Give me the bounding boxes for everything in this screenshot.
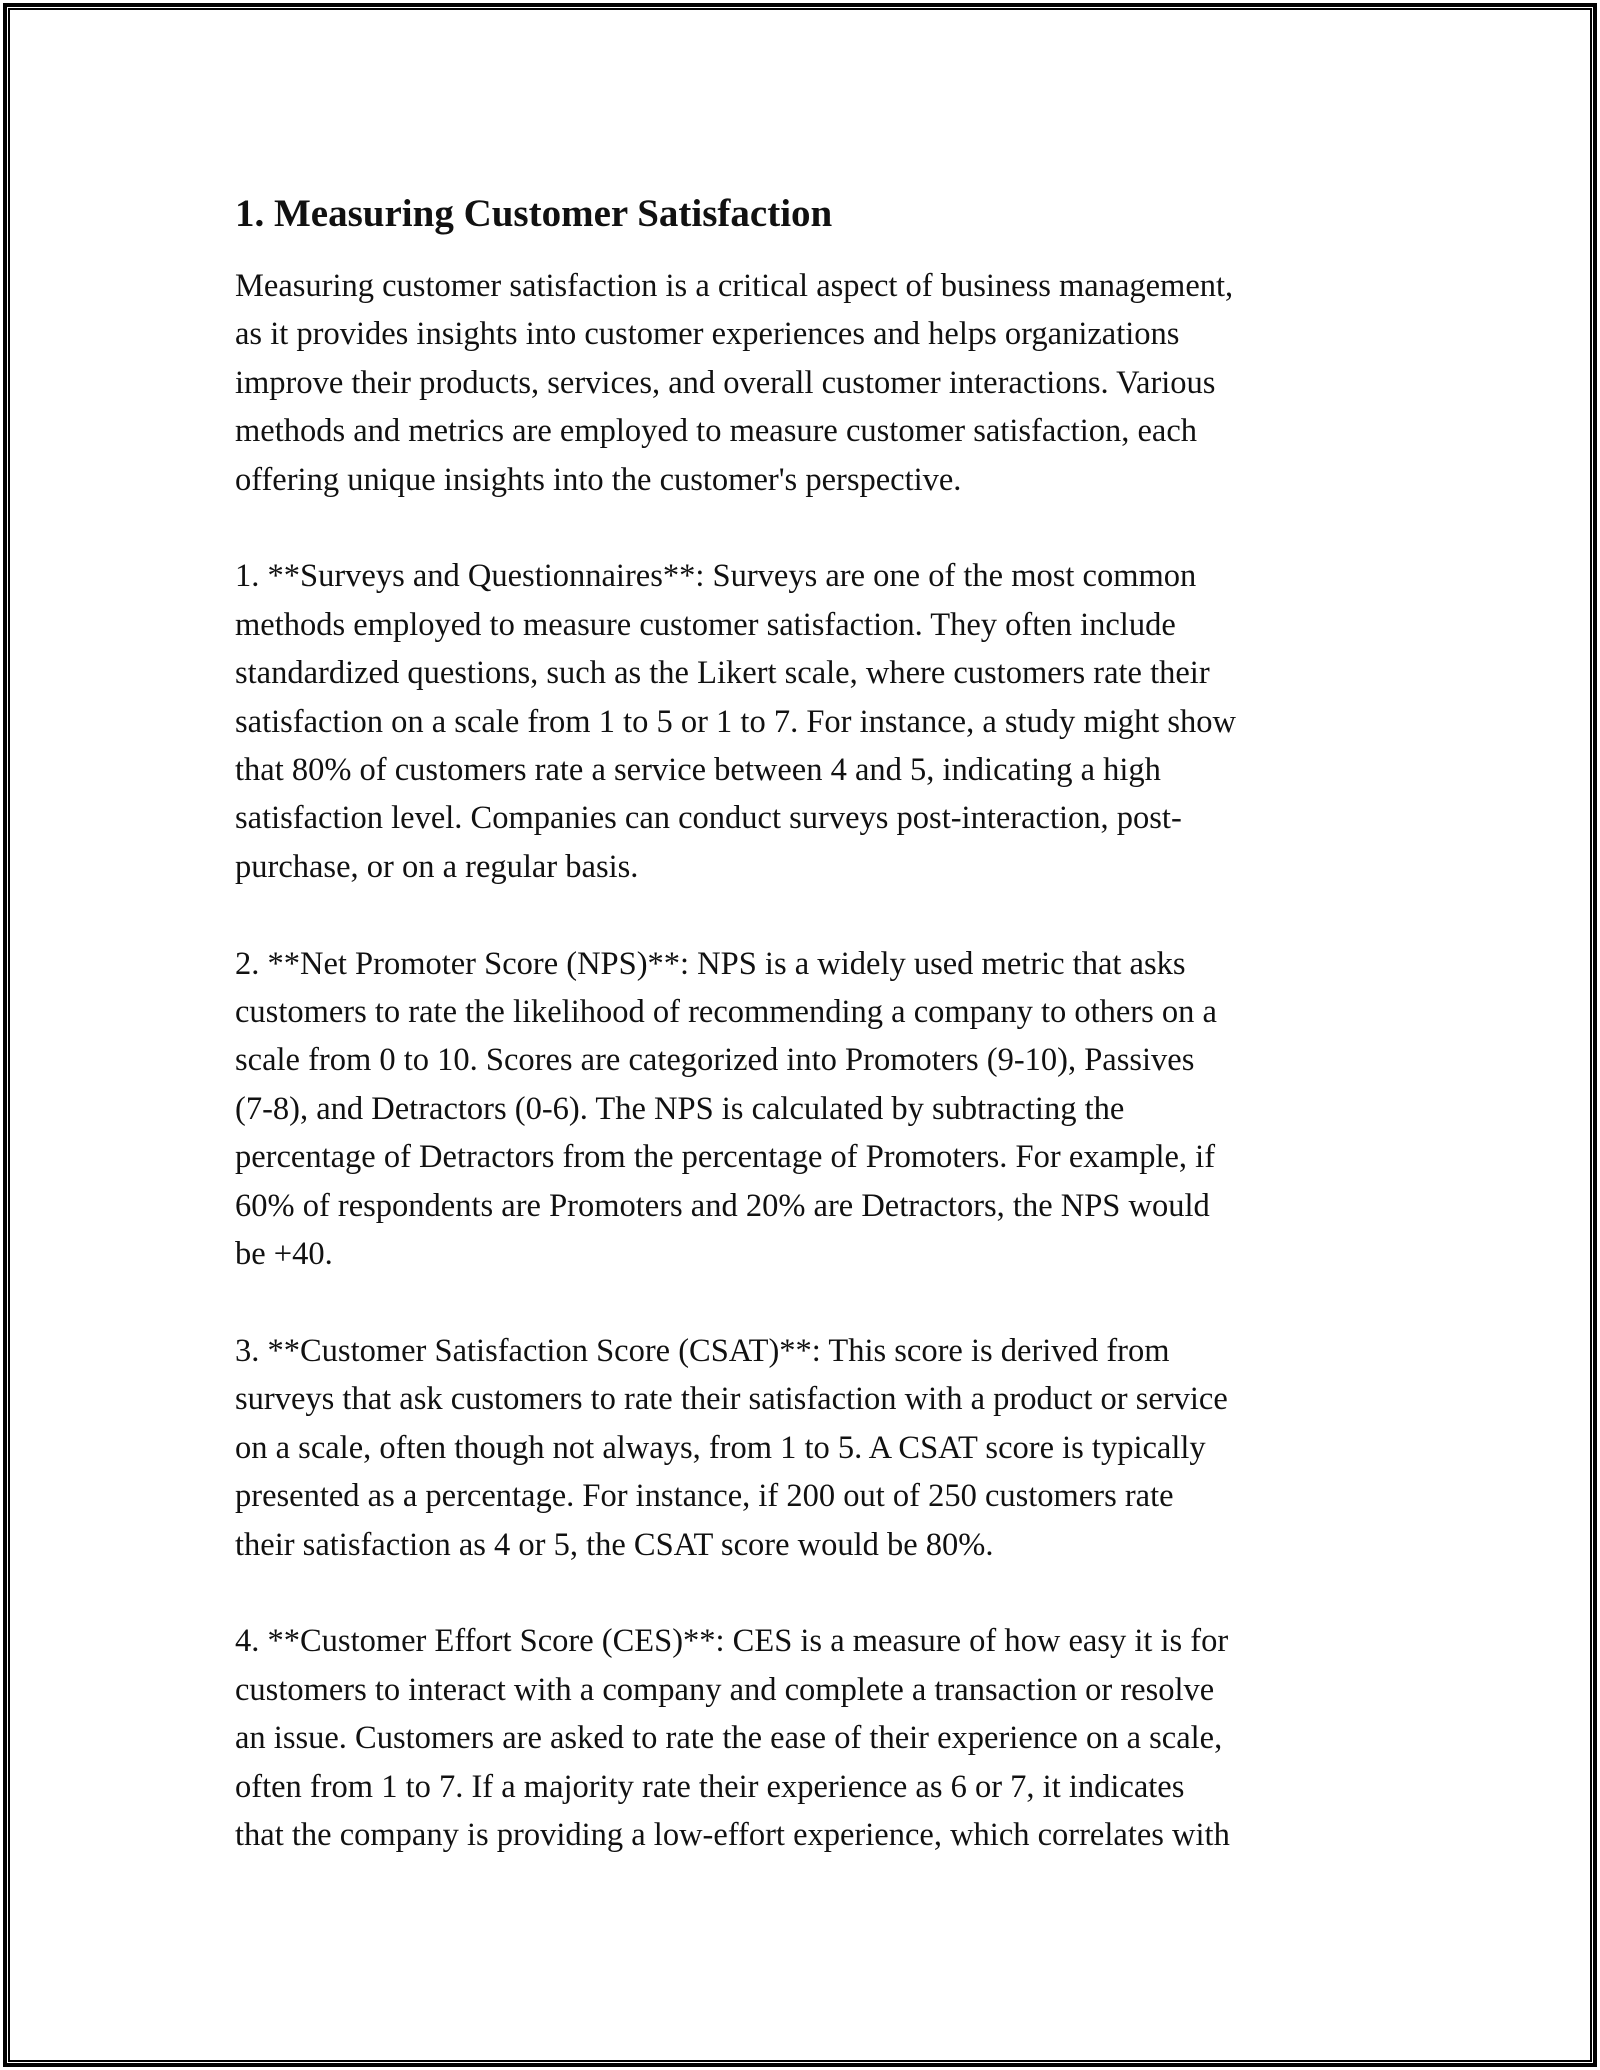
text-line: as it provides insights into customer experiences and helps organizations bbox=[235, 316, 1180, 353]
text-line: (7-8), and Detractors (0-6). The NPS is calculated by subtracting the bbox=[235, 1090, 1125, 1127]
text-line: satisfaction level. Companies can conduct surveys post-interaction, post- bbox=[235, 800, 1182, 837]
paragraph bbox=[235, 552, 1370, 891]
text-line: offering unique insights into the customer's perspective. bbox=[235, 461, 962, 498]
text-line: improve their products, services, and overall customer interactions. Various bbox=[235, 364, 1216, 401]
paragraph bbox=[235, 1327, 1370, 1569]
text-line: 2. **Net Promoter Score (NPS)**: NPS is a widely used metric that asks bbox=[235, 945, 1186, 982]
text-line: an issue. Customers are asked to rate the ease of their experience on a scale, bbox=[235, 1720, 1223, 1757]
section-heading: 1. Measuring Customer Satisfaction bbox=[235, 192, 833, 235]
text-line: presented as a percentage. For instance, if 200 out of 250 customers rate bbox=[235, 1478, 1174, 1515]
text-line: methods and metrics are employed to measure customer satisfaction, each bbox=[235, 413, 1198, 450]
text-line: Measuring customer satisfaction is a critical aspect of business management, bbox=[235, 268, 1234, 304]
text-line: on a scale, often though not always, from 1 to 5. A CSAT score is typically bbox=[235, 1429, 1206, 1466]
text-line: customers to interact with a company and complete a transaction or resolve bbox=[235, 1671, 1215, 1708]
document-body bbox=[235, 186, 1370, 1859]
text-line: that 80% of customers rate a service between 4 and 5, indicating a high bbox=[235, 752, 1161, 789]
paragraph bbox=[235, 1617, 1370, 1859]
text-line: be +40. bbox=[235, 1236, 333, 1273]
text-line: surveys that ask customers to rate their satisfaction with a product or service bbox=[235, 1381, 1228, 1418]
text-line: 60% of respondents are Promoters and 20% are Detractors, the NPS would bbox=[235, 1187, 1210, 1224]
paragraph-list bbox=[235, 262, 1370, 1859]
paragraph bbox=[235, 940, 1370, 1279]
text-line: that the company is providing a low-effort experience, which correlates with bbox=[235, 1816, 1230, 1853]
text-line: their satisfaction as 4 or 5, the CSAT score would be 80%. bbox=[235, 1526, 994, 1563]
text-line: satisfaction on a scale from 1 to 5 or 1 to 7. For instance, a study might show bbox=[235, 703, 1237, 740]
text-line: purchase, or on a regular basis. bbox=[235, 848, 639, 885]
text-line: methods employed to measure customer satisfaction. They often include bbox=[235, 606, 1176, 643]
text-line: scale from 0 to 10. Scores are categorized into Promoters (9-10), Passives bbox=[235, 1042, 1195, 1079]
text-line: often from 1 to 7. If a majority rate their experience as 6 or 7, it indicates bbox=[235, 1768, 1185, 1805]
text-line: 3. **Customer Satisfaction Score (CSAT)**: This score is derived from bbox=[235, 1332, 1170, 1369]
text-line: customers to rate the likelihood of recommending a company to others on a bbox=[235, 994, 1217, 1031]
paragraph bbox=[235, 262, 1370, 504]
text-line: 1. **Surveys and Questionnaires**: Surveys are one of the most common bbox=[235, 558, 1197, 595]
text-line: 4. **Customer Effort Score (CES)**: CES is a measure of how easy it is for bbox=[235, 1623, 1229, 1660]
text-line: standardized questions, such as the Likert scale, where customers rate their bbox=[235, 655, 1210, 692]
text-line: percentage of Detractors from the percentage of Promoters. For example, if bbox=[235, 1139, 1216, 1176]
